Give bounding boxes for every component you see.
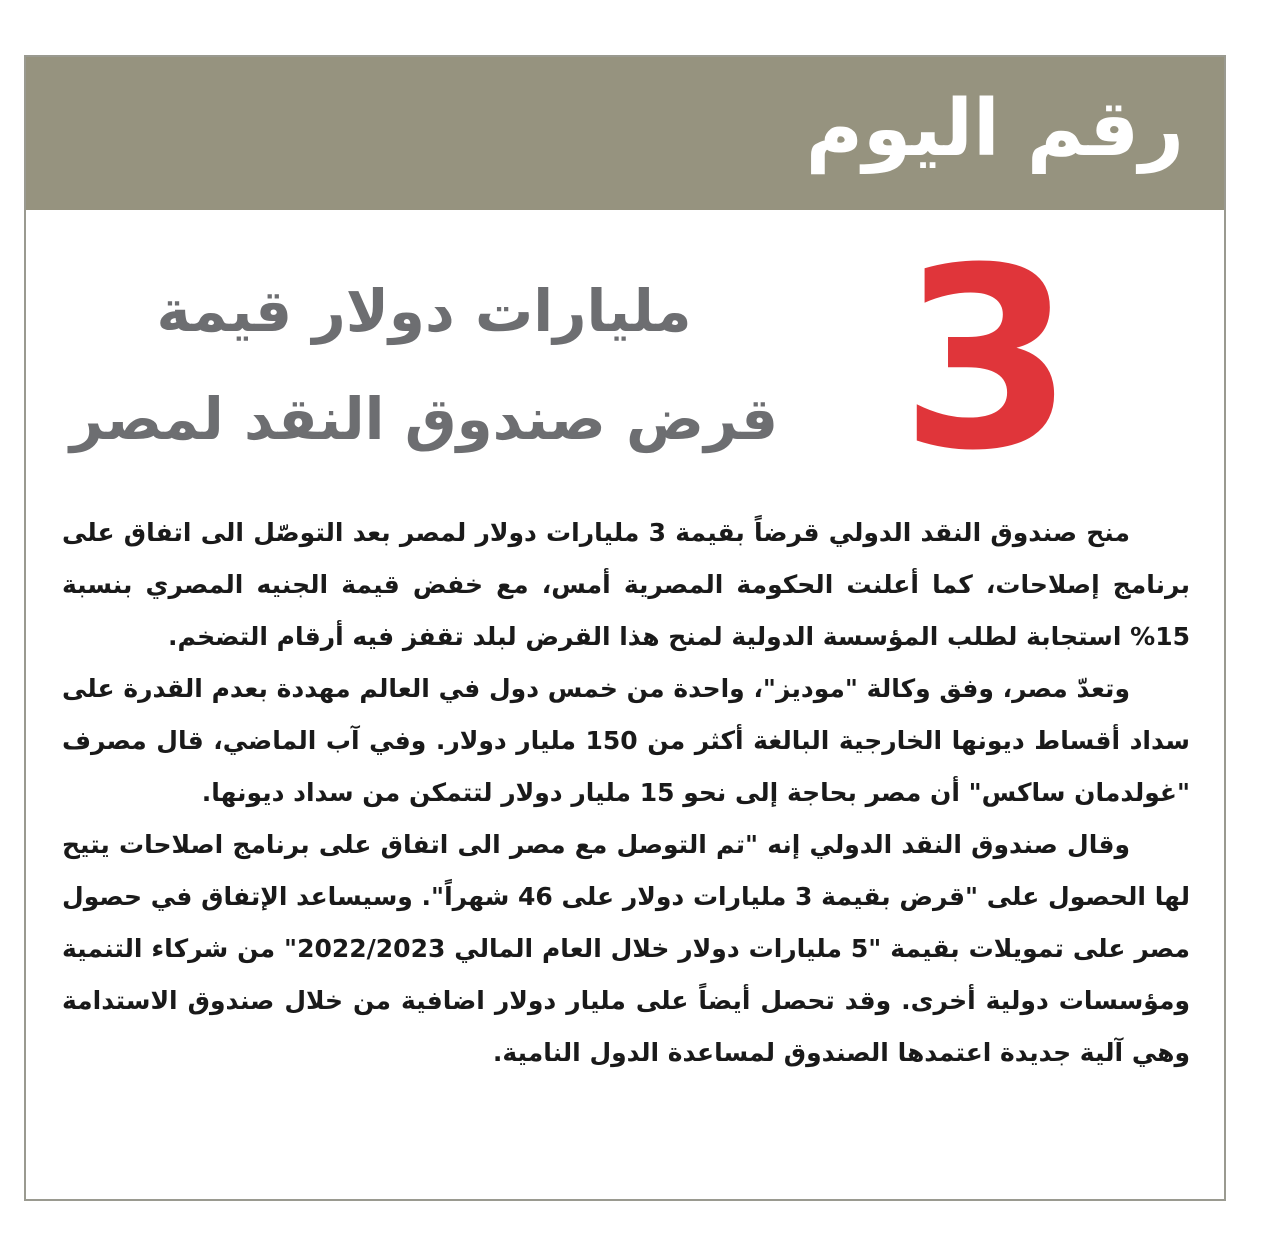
featured-number: 3 <box>900 214 1074 505</box>
headline <box>44 257 804 473</box>
article-paragraph-2: وتعدّ مصر، وفق وكالة "موديز"، واحدة من خمس دول في العالم مهددة بعدم القدرة على سداد أقساط ديونها الخارجية البالغة أكثر من 150 مليار دولار. وفي آب الماضي، قال مصرف "غولدمان ساكس" أن مصر بحاجة إلى نحو 15 مليار دولار لتتمكن من سداد ديونها. <box>62 674 1190 807</box>
header-banner <box>26 57 1224 210</box>
article-body <box>62 507 1190 1079</box>
article-paragraph-1: منح صندوق النقد الدولي قرضاً بقيمة 3 مليارات دولار لمصر بعد التوصّل الى اتفاق على برنامج إصلاحات، كما أعلنت الحكومة المصرية أمس، مع خفض قيمة الجنيه المصري بنسبة 15% استجابة لطلب المؤسسة الدولية لمنح هذا القرض لبلد تقفز فيه أرقام التضخم. <box>62 518 1190 651</box>
banner-title: رقم اليوم <box>805 84 1184 174</box>
article-paragraph-3: وقال صندوق النقد الدولي إنه "تم التوصل مع مصر الى اتفاق على برنامج اصلاحات يتيح لها الحصول على "قرض بقيمة 3 مليارات دولار على 46 شهراً". وسيساعد الإتفاق في حصول مصر على تمويلات بقيمة "5 مليارات دولار خلال العام المالي 2022/2023" من شركاء التنمية ومؤسسات دولية أخرى. وقد تحصل أيضاً على مليار دولار اضافية من خلال صندوق الاستدامة وهي آلية جديدة اعتمدها الصندوق لمساعدة الدول النامية. <box>62 830 1190 1067</box>
headline-line-2: قرض صندوق النقد لمصر <box>69 385 779 453</box>
headline-line-1: مليارات دولار قيمة <box>156 277 692 345</box>
news-card <box>24 55 1226 1201</box>
